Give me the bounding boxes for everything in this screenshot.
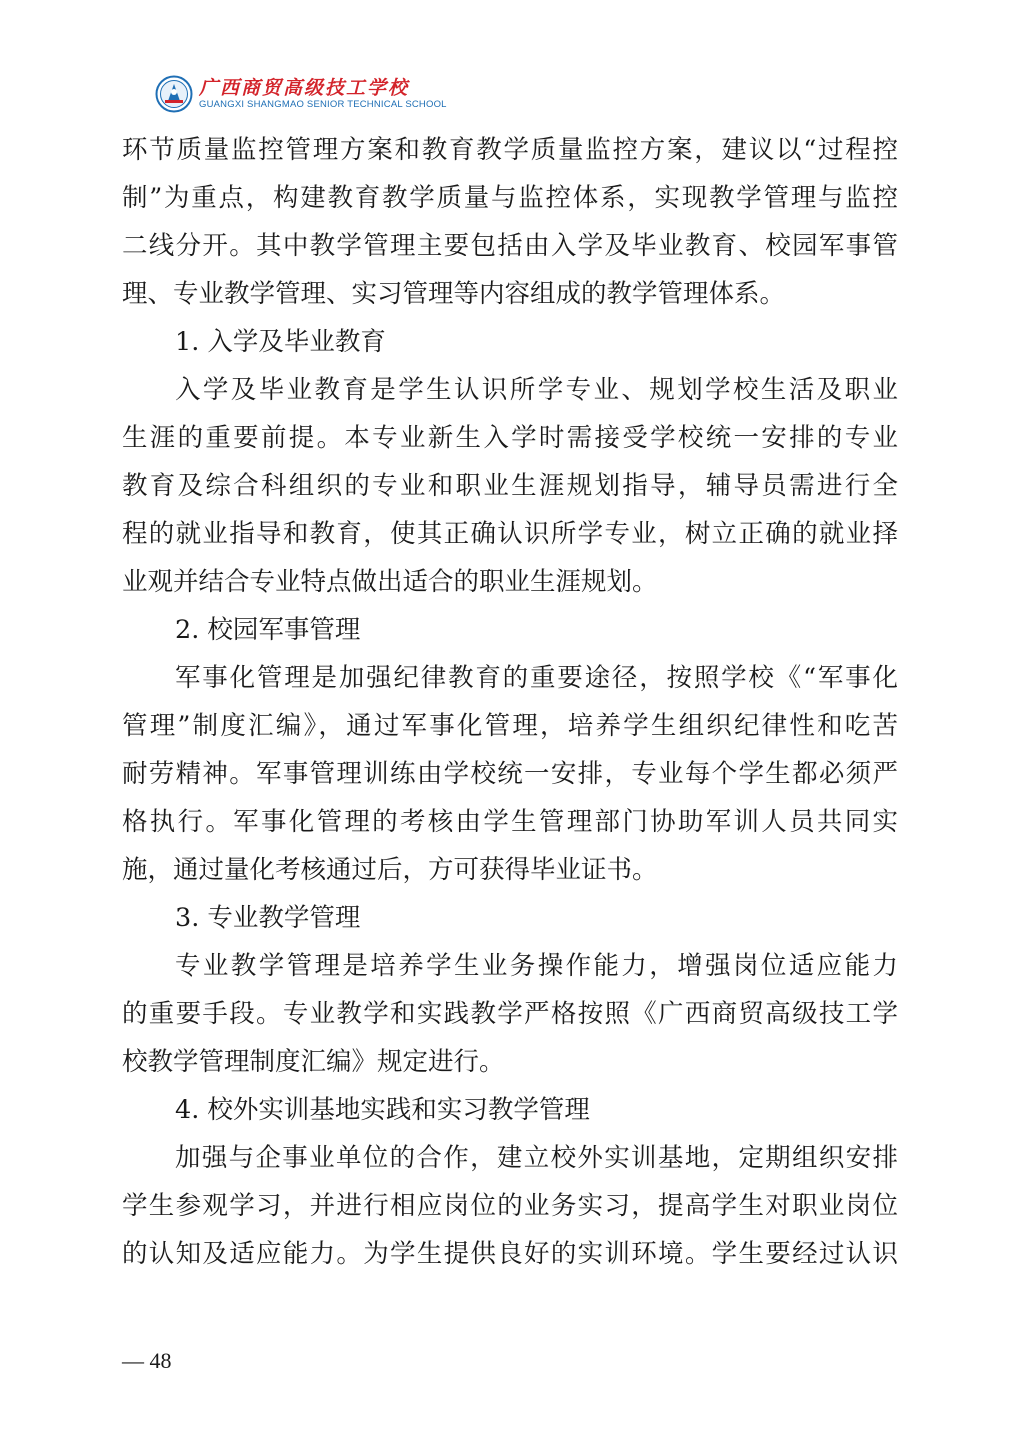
body-line: 教育及综合科组织的专业和职业生涯规划指导，辅导员需进行全: [122, 471, 898, 501]
page-header: [155, 72, 447, 116]
school-name-en: GUANGXI SHANGMAO SENIOR TECHNICAL SCHOOL: [199, 99, 447, 110]
section-heading: 3. 专业教学管理: [175, 903, 361, 933]
body-line: 军事化管理是加强纪律教育的重要途径，按照学校《“军事化: [175, 663, 898, 693]
section-heading: 2. 校园军事管理: [175, 615, 361, 645]
body-line: 制”为重点，构建教育教学质量与监控体系，实现教学管理与监控: [122, 183, 898, 213]
body-line: 环节质量监控管理方案和教育教学质量监控方案，建议以“过程控: [122, 135, 898, 165]
school-emblem-icon: [155, 75, 193, 113]
body-line: 格执行。军事化管理的考核由学生管理部门协助军训人员共同实: [122, 807, 898, 837]
body-line: 的重要手段。专业教学和实践教学严格按照《广西商贸高级技工学: [122, 999, 898, 1029]
body-line: 施，通过量化考核通过后，方可获得毕业证书。: [122, 855, 658, 885]
body-line: 入学及毕业教育是学生认识所学专业、规划学校生活及职业: [175, 375, 898, 405]
school-name-block: [199, 77, 447, 111]
section-heading: 4. 校外实训基地实践和实习教学管理: [175, 1095, 590, 1125]
section-heading: 1. 入学及毕业教育: [175, 327, 386, 357]
body-line: 加强与企事业单位的合作，建立校外实训基地，定期组织安排: [175, 1143, 898, 1173]
body-line: 业观并结合专业特点做出适合的职业生涯规划。: [122, 567, 658, 597]
body-line: 管理”制度汇编》，通过军事化管理，培养学生组织纪律性和吃苦: [122, 711, 898, 741]
school-name-cn: 广西商贸高级技工学校: [199, 77, 410, 99]
body-line: 校教学管理制度汇编》规定进行。: [122, 1047, 505, 1077]
body-line: 学生参观学习，并进行相应岗位的业务实习，提高学生对职业岗位: [122, 1191, 898, 1221]
document-body: [122, 126, 898, 1278]
page-number: — 48: [122, 1348, 172, 1373]
body-line: 程的就业指导和教育，使其正确认识所学专业，树立正确的就业择: [122, 519, 898, 549]
body-line: 二线分开。其中教学管理主要包括由入学及毕业教育、校园军事管: [122, 231, 898, 261]
body-line: 生涯的重要前提。本专业新生入学时需接受学校统一安排的专业: [122, 423, 898, 453]
body-line: 理、专业教学管理、实习管理等内容组成的教学管理体系。: [122, 279, 786, 309]
body-line: 专业教学管理是培养学生业务操作能力，增强岗位适应能力: [175, 951, 898, 981]
body-line: 耐劳精神。军事管理训练由学校统一安排，专业每个学生都必须严: [122, 759, 898, 789]
body-line: 的认知及适应能力。为学生提供良好的实训环境。学生要经过认识: [122, 1239, 898, 1269]
